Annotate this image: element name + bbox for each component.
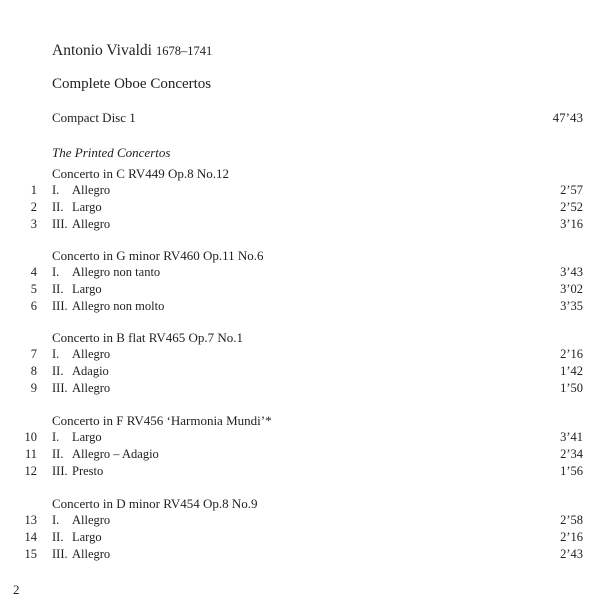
track-row bbox=[0, 217, 599, 233]
concerto-title: Concerto in F RV456 ‘Harmonia Mundi’* bbox=[52, 413, 272, 428]
track-duration: 3’16 bbox=[560, 217, 583, 231]
track-duration: 2’16 bbox=[560, 530, 583, 544]
movement-numeral: I. bbox=[52, 513, 60, 527]
movement-name: Adagio bbox=[72, 364, 109, 378]
movement-name: Allegro bbox=[72, 381, 111, 395]
concerto-title: Concerto in B flat RV465 Op.7 No.1 bbox=[52, 330, 244, 345]
track-row bbox=[0, 265, 599, 281]
track-number: 6 bbox=[30, 299, 37, 313]
movement-numeral: I. bbox=[52, 430, 60, 444]
track-row bbox=[0, 183, 599, 199]
concerto-title: Concerto in C RV449 Op.8 No.12 bbox=[52, 166, 229, 181]
movement-name: Allegro bbox=[72, 547, 111, 561]
movement-name: Allegro bbox=[72, 183, 111, 197]
track-duration: 2’58 bbox=[560, 513, 583, 527]
track-duration: 3’43 bbox=[560, 265, 583, 279]
track-row bbox=[0, 513, 599, 529]
track-row bbox=[0, 364, 599, 380]
track-row bbox=[0, 347, 599, 363]
movement-numeral: III. bbox=[52, 299, 68, 313]
composer-name: Antonio Vivaldi bbox=[52, 42, 152, 59]
disc-duration: 47’43 bbox=[552, 110, 583, 125]
disc-header bbox=[52, 110, 583, 126]
track-duration: 2’52 bbox=[560, 200, 583, 214]
track-number: 14 bbox=[24, 530, 37, 544]
movement-numeral: I. bbox=[52, 347, 60, 361]
track-duration: 3’41 bbox=[560, 430, 583, 444]
track-number: 3 bbox=[30, 217, 37, 231]
track-row bbox=[0, 430, 599, 446]
track-duration: 1’56 bbox=[560, 464, 583, 478]
movement-name: Largo bbox=[72, 200, 102, 214]
movement-numeral: II. bbox=[52, 364, 64, 378]
track-number: 8 bbox=[30, 364, 37, 378]
track-number: 13 bbox=[24, 513, 37, 527]
track-row bbox=[0, 282, 599, 298]
movement-name: Presto bbox=[72, 464, 104, 478]
concerto-title: Concerto in D minor RV454 Op.8 No.9 bbox=[52, 496, 258, 511]
movement-numeral: III. bbox=[52, 217, 68, 231]
track-number: 2 bbox=[30, 200, 37, 214]
movement-name: Allegro non molto bbox=[72, 299, 165, 313]
movement-numeral: II. bbox=[52, 447, 64, 461]
movement-name: Allegro non tanto bbox=[72, 265, 161, 279]
movement-name: Allegro bbox=[72, 347, 111, 361]
track-duration: 1’50 bbox=[560, 381, 583, 395]
track-duration: 2’43 bbox=[560, 547, 583, 561]
track-number: 4 bbox=[30, 265, 37, 279]
movement-name: Largo bbox=[72, 282, 102, 296]
track-row bbox=[0, 447, 599, 463]
movement-name: Allegro bbox=[72, 217, 111, 231]
track-number: 7 bbox=[30, 347, 37, 361]
track-row bbox=[0, 381, 599, 397]
work-title: Complete Oboe Concertos bbox=[52, 76, 212, 92]
track-duration: 3’02 bbox=[560, 282, 583, 296]
movement-numeral: II. bbox=[52, 530, 64, 544]
disc-label: Compact Disc 1 bbox=[52, 110, 136, 125]
movement-numeral: III. bbox=[52, 381, 68, 395]
track-number: 1 bbox=[30, 183, 37, 197]
track-row bbox=[0, 200, 599, 216]
movement-name: Largo bbox=[72, 530, 102, 544]
composer-dates: 1678–1741 bbox=[155, 44, 213, 58]
page-number: 2 bbox=[13, 582, 20, 597]
movement-name: Allegro – Adagio bbox=[72, 447, 159, 461]
track-duration: 2’16 bbox=[560, 347, 583, 361]
track-number: 10 bbox=[24, 430, 37, 444]
movement-numeral: II. bbox=[52, 282, 64, 296]
movement-name: Allegro bbox=[72, 513, 111, 527]
track-row bbox=[0, 299, 599, 315]
section-title: The Printed Concertos bbox=[52, 145, 171, 160]
track-number: 12 bbox=[24, 464, 37, 478]
track-number: 11 bbox=[24, 447, 37, 461]
track-number: 9 bbox=[30, 381, 37, 395]
track-duration: 2’57 bbox=[560, 183, 583, 197]
track-number: 5 bbox=[30, 282, 37, 296]
track-row bbox=[0, 547, 599, 563]
composer-heading bbox=[52, 42, 212, 60]
movement-numeral: II. bbox=[52, 200, 64, 214]
track-row bbox=[0, 530, 599, 546]
movement-numeral: III. bbox=[52, 547, 68, 561]
track-duration: 1’42 bbox=[560, 364, 583, 378]
track-number: 15 bbox=[24, 547, 37, 561]
track-duration: 2’34 bbox=[560, 447, 583, 461]
concerto-title: Concerto in G minor RV460 Op.11 No.6 bbox=[52, 248, 264, 263]
movement-numeral: III. bbox=[52, 464, 68, 478]
track-duration: 3’35 bbox=[560, 299, 583, 313]
movement-numeral: I. bbox=[52, 183, 60, 197]
movement-name: Largo bbox=[72, 430, 102, 444]
track-row bbox=[0, 464, 599, 480]
movement-numeral: I. bbox=[52, 265, 60, 279]
